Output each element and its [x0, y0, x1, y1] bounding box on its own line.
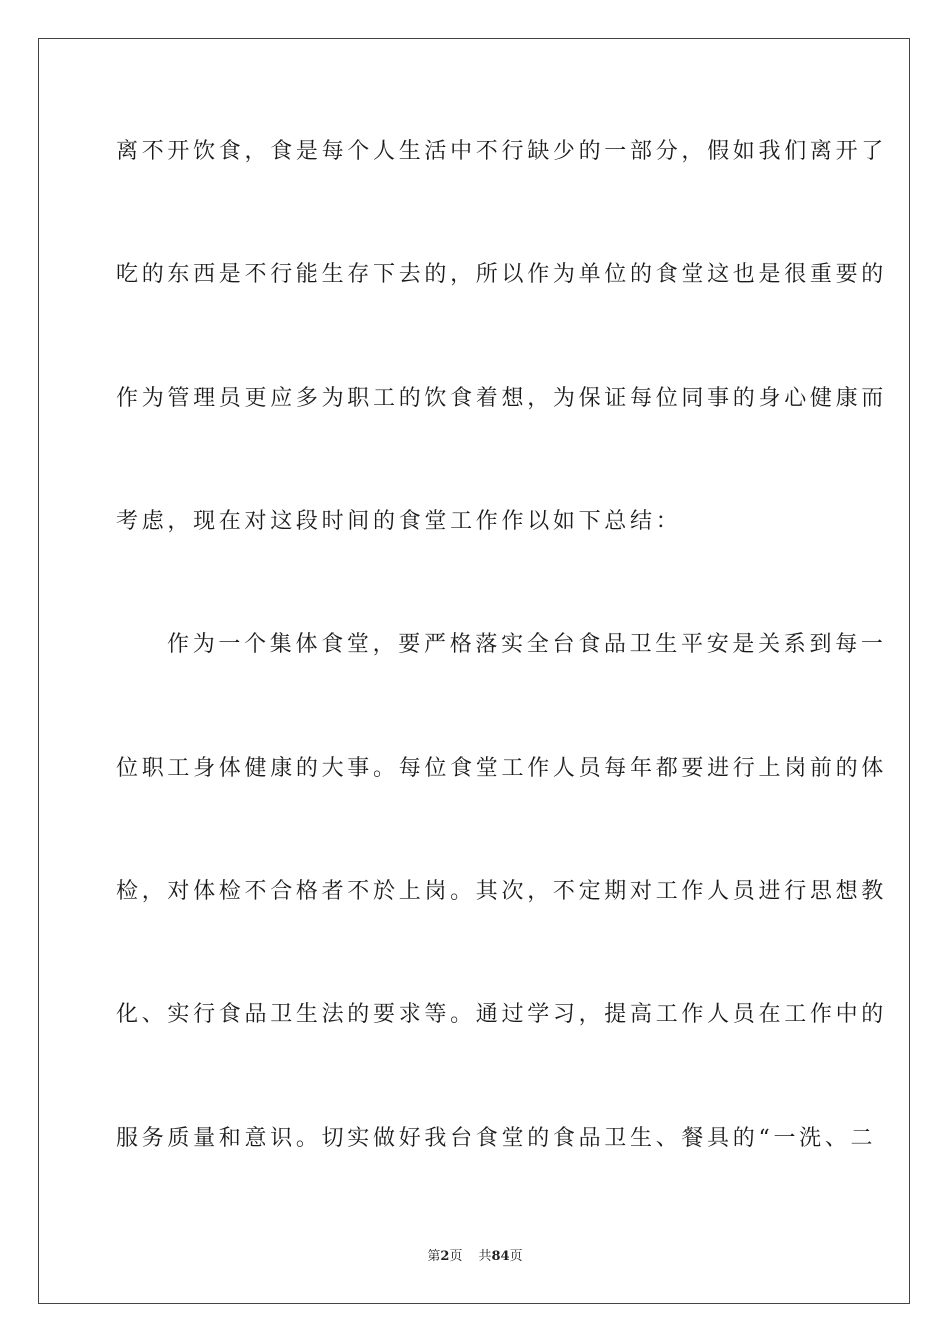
page-number: 2: [440, 1249, 450, 1264]
total-label-suffix: 页: [509, 1249, 523, 1264]
paragraph-line-8: 化、实行食品卫生法的要求等。通过学习，提高工作人员在工作中的: [116, 1002, 888, 1027]
paragraph-line-9: 服务质量和意识。切实做好我台食堂的食品卫生、餐具的“一洗、二: [116, 1126, 877, 1151]
paragraph-line-1: 离不开饮食，食是每个人生活中不行缺少的一部分，假如我们离开了: [116, 139, 888, 164]
paragraph-line-3: 作为管理员更应多为职工的饮食着想，为保证每位同事的身心健康而: [116, 386, 888, 411]
total-pages: 84: [491, 1249, 510, 1264]
paragraph-line-2: 吃的东西是不行能生存下去的，所以作为单位的食堂这也是很重要的: [116, 262, 888, 287]
page-border: [38, 38, 910, 1304]
paragraph-line-7: 检，对体检不合格者不於上岗。其次，不定期对工作人员进行思想教: [116, 879, 888, 904]
page-label-suffix: 页: [449, 1249, 463, 1264]
page-footer: [0, 1248, 950, 1266]
paragraph-line-6: 位职工身体健康的大事。每位食堂工作人员每年都要进行上岗前的体: [116, 756, 888, 781]
page-label-prefix: 第: [427, 1249, 441, 1264]
paragraph-line-4: 考虑，现在对这段时间的食堂工作作以如下总结：: [116, 509, 682, 534]
total-label-prefix: 共: [478, 1249, 492, 1264]
paragraph-line-5: 作为一个集体食堂，要严格落实全台食品卫生平安是关系到每一: [167, 632, 887, 657]
